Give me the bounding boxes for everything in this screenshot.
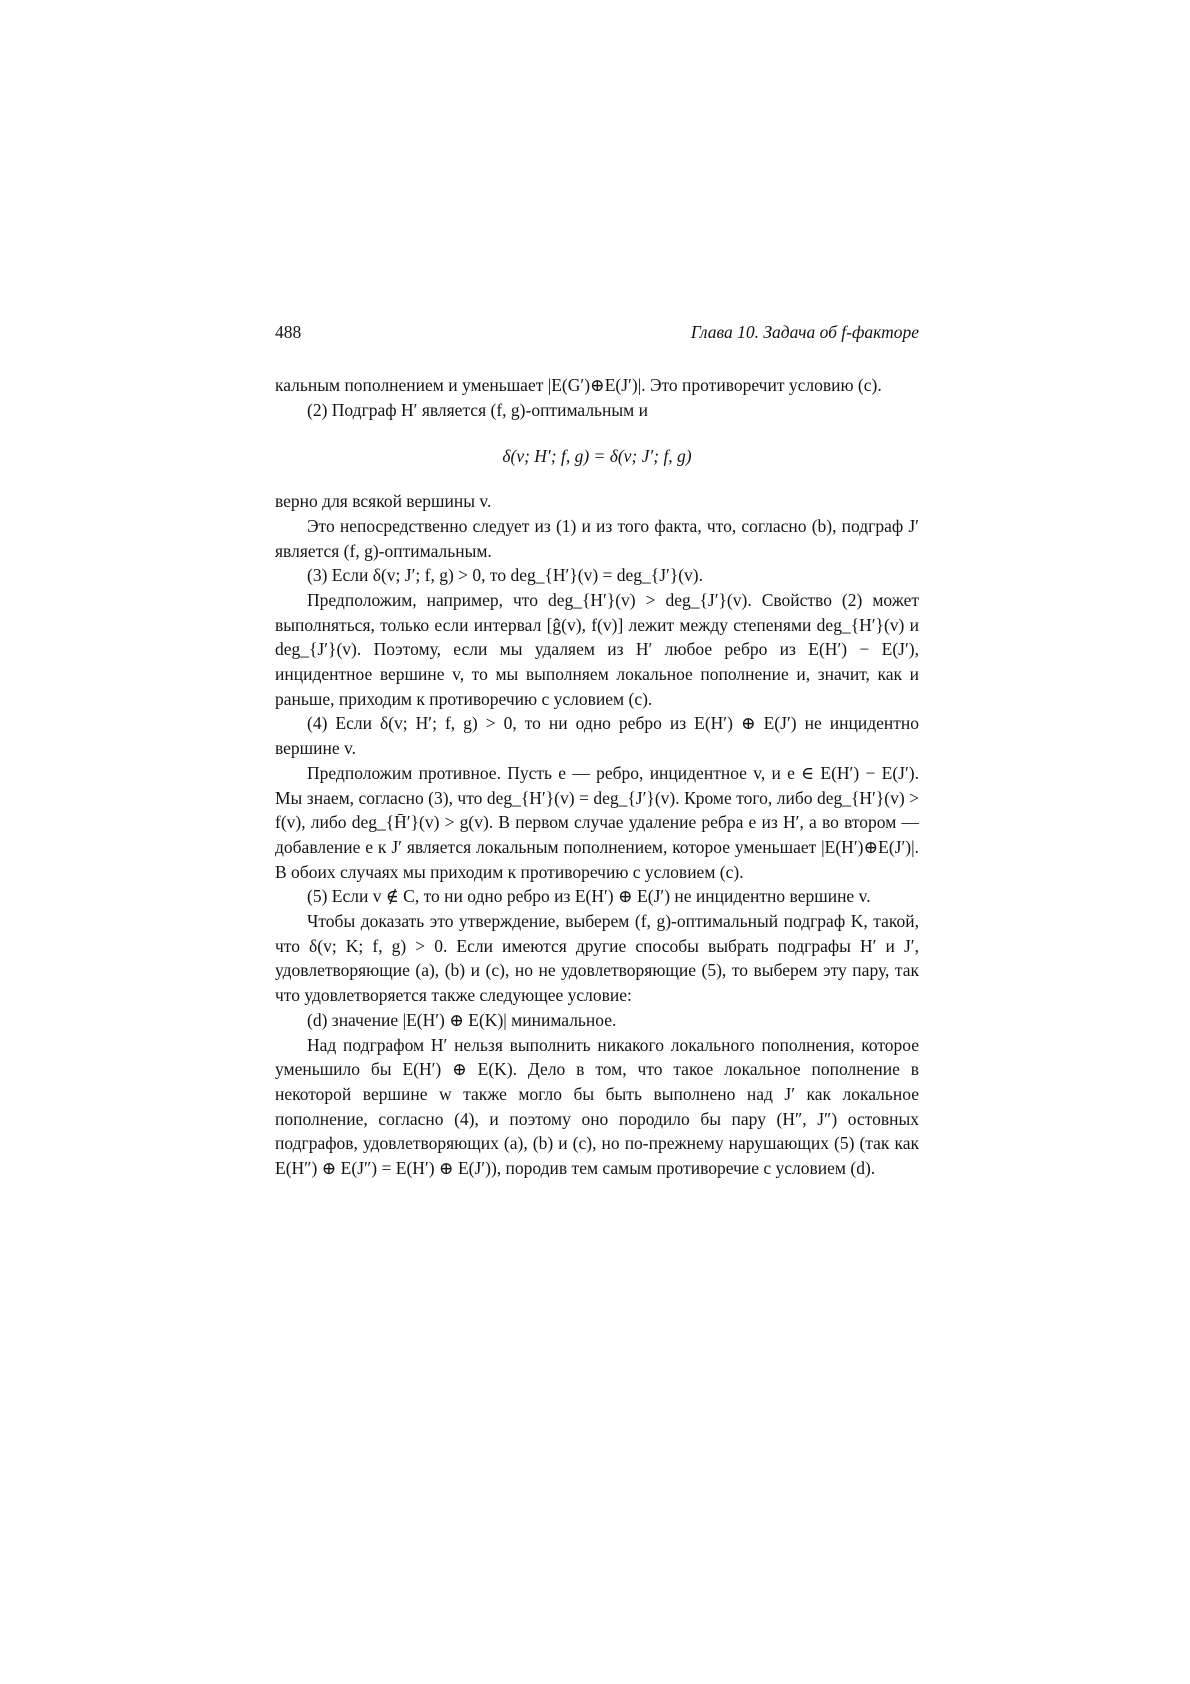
paragraph: (3) Если δ(v; J′; f, g) > 0, то deg_{H′}(v) = deg_{J′}(v). [307, 565, 704, 586]
paragraph: (2) Подграф H′ является (f, g)-оптимальным и [307, 399, 648, 420]
paragraph: Чтобы доказать это утверждение, выберем (f, g)-оптимальный подграф K, такой, что δ(v; K; f, g) > 0. Если имеются другие способы выбрать подграфы H′ и J′, удовлетворяющие (a), (b) и (c), но не удовлетворяющие (5), то выберем эту пару, так что удовлетворяется также следующее условие: [275, 911, 919, 1006]
body-text [275, 373, 919, 1181]
paragraph: верно для всякой вершины v. [275, 491, 492, 512]
paragraph: Предположим противное. Пусть e — ребро, инцидентное v, и e ∈ E(H′) − E(J′). Мы знаем, согласно (3), что deg_{H′}(v) = deg_{J′}(v). Кроме того, либо deg_{H′}(v) > f(v), либо deg_{H̄′}(v) > g(v). В первом случае удаление ребра e из H′, а во втором — добавление e к J′ является локальным пополнением, которое уменьшает |E(H′)⊕E(J′)|. В обоих случаях мы приходим к противоречию с условием (c). [275, 762, 919, 882]
paragraph: (d) значение |E(H′) ⊕ E(K)| минимальное. [307, 1009, 617, 1030]
page-header [275, 322, 919, 348]
paragraph: Предположим, например, что deg_{H′}(v) > deg_{J′}(v). Свойство (2) может выполняться, только если интервал [ĝ(v), f(v)] лежит между степенями deg_{H′}(v) и deg_{J′}(v). Поэтому, если мы удаляем из H′ любое ребро из E(H′) − E(J′), инцидентное вершине v, то мы выполняем локальное пополнение и, значит, как и раньше, приходим к противоречию с условием (c). [275, 589, 919, 709]
display-formula: δ(v; H′; f, g) = δ(v; J′; f, g) [502, 446, 692, 467]
paragraph: Это непосредственно следует из (1) и из того факта, что, согласно (b), подграф J′ является (f, g)-оптимальным. [275, 515, 919, 561]
paragraph: (4) Если δ(v; H′; f, g) > 0, то ни одно ребро из E(H′) ⊕ E(J′) не инцидентно вершине v. [275, 713, 919, 759]
page-number: 488 [275, 322, 302, 342]
paragraph: Над подграфом H′ нельзя выполнить никакого локального пополнения, которое уменьшило бы E(H′) ⊕ E(K). Дело в том, что такое локальное пополнение в некоторой вершине w также могло бы быть выполнено над J′ как локальное пополнение, согласно (4), и поэтому оно породило бы пару (H″, J″) остовных подграфов, удовлетворяющих (a), (b) и (c), но по-прежнему нарушающих (5) (так как E(H″) ⊕ E(J″) = E(H′) ⊕ E(J′)), породив тем самым противоречие с условием (d). [275, 1034, 919, 1179]
running-title: Глава 10. Задача об f-факторе [690, 322, 919, 342]
paragraph: (5) Если v ∉ C, то ни одно ребро из E(H′) ⊕ E(J′) не инцидентно вершине v. [307, 886, 871, 907]
paragraph: кальным пополнением и уменьшает |E(G′)⊕E(J′)|. Это противоречит условию (c). [275, 375, 882, 395]
